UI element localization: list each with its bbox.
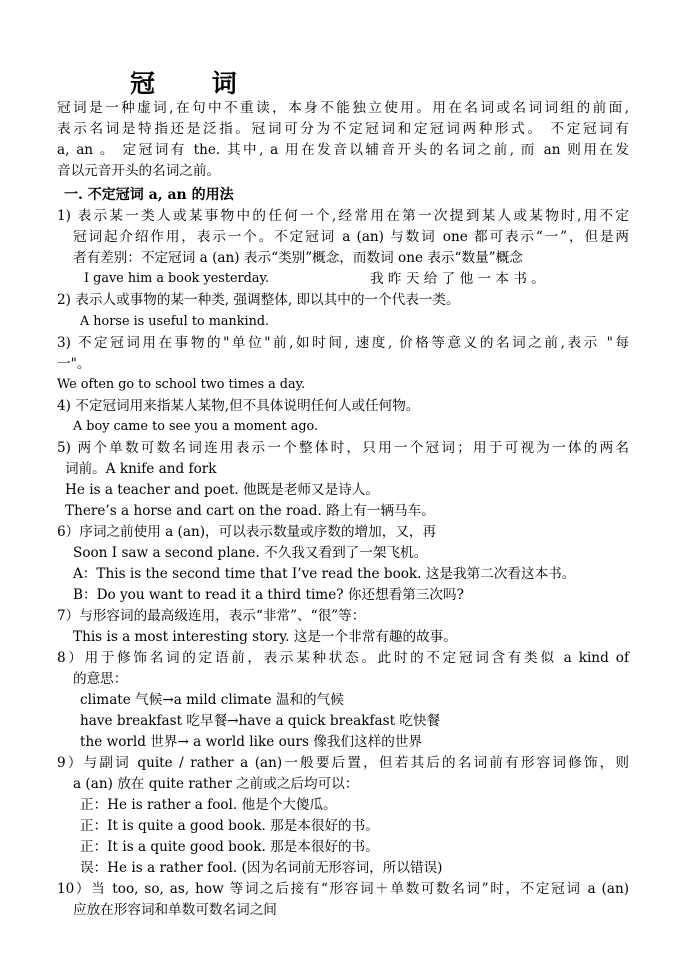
intro-line-2: 表示名词是特指还是泛指。冠词可分为不定冠词和定冠词两种形式。 不定冠词有 bbox=[57, 121, 629, 137]
item-2-line-1: 2) 表示人或事物的某一种类, 强调整体, 即以其中的一个代表一类。 bbox=[57, 292, 460, 308]
item-3-line-1: 3) 不定冠词用在事物的"单位"前,如时间, 速度, 价格等意义的名词之前,表示 "每 bbox=[57, 335, 629, 351]
item-8-line-1: 8）用于修饰名词的定语前，表示某种状态。此时的不定冠词含有类似 a kind of bbox=[57, 650, 629, 666]
item-8-line-2: 的意思： bbox=[73, 671, 128, 687]
intro-line-4: 音以元音开头的名词之前。 bbox=[57, 163, 221, 179]
item-1-line-3: 者有差别：不定冠词 a (an) 表示“类别”概念，而数词 one 表示“数量”概念 bbox=[73, 250, 523, 266]
item-1-line-1: 1) 表示某一类人或某事物中的任何一个,经常用在第一次提到某人或某物时,用不定 bbox=[57, 208, 629, 224]
item-5-line-1: 5) 两个单数可数名词连用表示一个整体时，只用一个冠词；用于可视为一体的两名 bbox=[57, 440, 629, 456]
item-1-example-en: I gave him a book yesterday. bbox=[84, 271, 270, 286]
item-7-example: This is a most interesting story. 这是一个非常有趣的故事。 bbox=[73, 629, 457, 645]
item-9-example-2: 正：It is quite a good book. 那是本很好的书。 bbox=[80, 818, 379, 834]
item-8-example-2: have breakfast 吃早餐→have a quick breakfast 吃快餐 bbox=[80, 713, 441, 729]
page-title: 冠 词 bbox=[130, 69, 261, 98]
item-8-example-3: the world 世界→ a world like ours 像我们这样的世界 bbox=[80, 734, 423, 750]
intro-line-1: 冠词是一种虚词,在句中不重读，本身不能独立使用。用在名词或名词词组的前面, bbox=[57, 100, 629, 116]
item-10-line-1: 10）当 too, so, as, how 等词之后接有“形容词＋单数可数名词”时，不定冠词 a (an) bbox=[57, 881, 629, 897]
section-heading: 一. 不定冠词 a, an 的用法 bbox=[64, 187, 234, 203]
item-5-example-2: There’s a horse and cart on the road. 路上有一辆马车。 bbox=[65, 503, 435, 519]
item-9-example-3: 正：It is a quite good book. 那是本很好的书。 bbox=[80, 839, 379, 855]
item-5-line-2: 词前。A knife and fork bbox=[65, 461, 217, 477]
item-7-line-1: 7）与形容词的最高级连用，表示“非常”、“很”等： bbox=[57, 608, 366, 624]
item-10-line-2: 应放在形容词和单数可数名词之间 bbox=[73, 902, 277, 918]
item-6-example-2: A：This is the second time that I’ve read the book. 这是我第二次看这本书。 bbox=[73, 566, 576, 582]
item-9-line-1: 9）与副词 quite / rather a (an)一般要后置，但若其后的名词前有形容词修饰，则 bbox=[57, 755, 629, 771]
item-6-example-3: B：Do you want to read it a third time? 你还想看第三次吗? bbox=[73, 587, 464, 603]
item-1-line-2: 冠词起介绍作用，表示一个。不定冠词 a (an) 与数词 one 都可表示“一”，但是两 bbox=[73, 229, 629, 245]
item-8-example-1: climate 气候→a mild climate 温和的气候 bbox=[80, 692, 344, 708]
item-4-line-1: 4) 不定冠词用来指某人某物,但不具体说明任何人或任何物。 bbox=[57, 398, 420, 414]
item-1-example-zh: 我 昨 天 给 了 他 一 本 书 。 bbox=[370, 271, 545, 287]
item-9-example-1: 正：He is rather a fool. 他是个大傻瓜。 bbox=[80, 797, 337, 813]
item-3-example: We often go to school two times a day. bbox=[57, 377, 306, 392]
item-9-example-4: 误：He is a rather fool. (因为名词前无形容词，所以错误) bbox=[80, 860, 443, 876]
item-3-line-2: 一"。 bbox=[57, 356, 91, 372]
item-4-example: A boy came to see you a moment ago. bbox=[73, 419, 319, 434]
item-6-line-1: 6）序词之前使用 a (an)，可以表示数量或序数的增加，又，再 bbox=[57, 524, 437, 540]
item-2-example: A horse is useful to mankind. bbox=[80, 314, 270, 329]
intro-line-3: a, an 。 定冠词有 the. 其中, a 用在发音以辅音开头的名词之前, 而 an 则用在发 bbox=[57, 142, 629, 158]
item-9-line-2: a (an) 放在 quite rather 之前或之后均可以： bbox=[73, 776, 359, 792]
item-5-example-1: He is a teacher and poet. 他既是老师又是诗人。 bbox=[65, 482, 379, 498]
item-6-example-1: Soon I saw a second plane. 不久我又看到了一架飞机。 bbox=[73, 545, 428, 561]
